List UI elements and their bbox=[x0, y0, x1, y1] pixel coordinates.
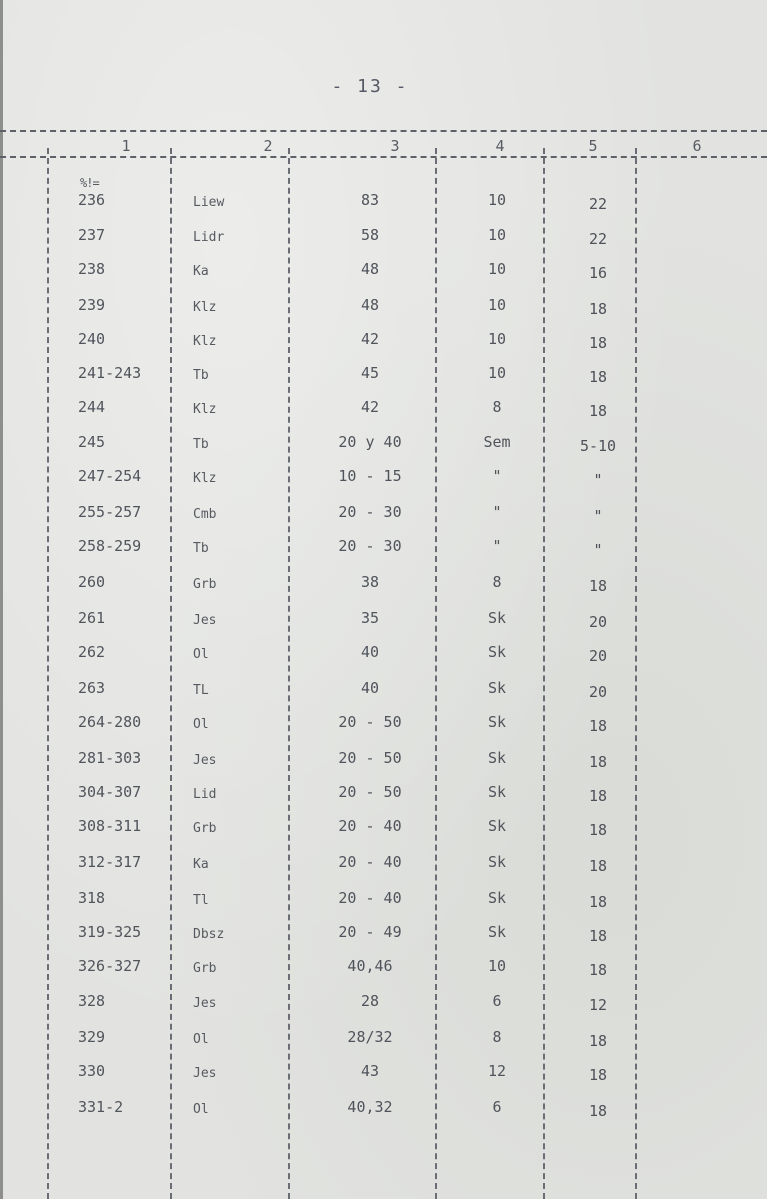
cell-type-code: Sk bbox=[487, 609, 507, 627]
cell-value-range: 43 bbox=[360, 1062, 380, 1080]
table-header-rule bbox=[0, 156, 767, 158]
cell-value-range: 28/32 bbox=[347, 1028, 393, 1046]
cell-category-code: Grb bbox=[193, 577, 217, 592]
cell-value-range: 20 - 40 bbox=[338, 817, 402, 835]
cell-amount: 18 bbox=[588, 753, 608, 771]
cell-entry-number: 241-243 bbox=[78, 364, 142, 382]
cell-value-range: 40 bbox=[360, 679, 380, 697]
cell-category-code: Grb bbox=[193, 961, 217, 976]
cell-category-code: Cmb bbox=[193, 507, 217, 522]
cell-type-code: Sk bbox=[487, 643, 507, 661]
cell-category-code: Klz bbox=[193, 402, 217, 417]
column-divider-1 bbox=[47, 148, 49, 1199]
cell-type-code: " bbox=[492, 537, 502, 555]
cell-amount: 5-10 bbox=[579, 437, 617, 455]
column-header-5: 5 bbox=[588, 137, 598, 155]
cell-value-range: 83 bbox=[360, 191, 380, 209]
cell-type-code: 12 bbox=[487, 1062, 507, 1080]
cell-amount: 20 bbox=[588, 613, 608, 631]
cell-entry-number: 247-254 bbox=[78, 467, 142, 485]
cell-category-code: Jes bbox=[193, 753, 217, 768]
cell-category-code: Tl bbox=[193, 893, 209, 908]
cell-entry-number: 260 bbox=[78, 573, 106, 591]
cell-entry-number: 318 bbox=[78, 889, 106, 907]
cell-category-code: Jes bbox=[193, 1066, 217, 1081]
cell-value-range: 20 - 50 bbox=[338, 713, 402, 731]
cell-category-code: Ka bbox=[193, 264, 209, 279]
cell-type-code: 8 bbox=[492, 398, 502, 416]
cell-type-code: 10 bbox=[487, 330, 507, 348]
cell-type-code: Sk bbox=[487, 817, 507, 835]
table-top-rule bbox=[0, 130, 767, 132]
page-edge-shadow bbox=[0, 0, 3, 1199]
cell-type-code: Sk bbox=[487, 853, 507, 871]
cell-entry-number: 331-2 bbox=[78, 1098, 124, 1116]
cell-amount: 18 bbox=[588, 857, 608, 875]
cell-entry-number: 245 bbox=[78, 433, 106, 451]
cell-amount: 18 bbox=[588, 334, 608, 352]
cell-entry-number: 281-303 bbox=[78, 749, 142, 767]
cell-category-code: Ol bbox=[193, 717, 209, 732]
cell-amount: 18 bbox=[588, 368, 608, 386]
cell-amount: 18 bbox=[588, 961, 608, 979]
cell-entry-number: 328 bbox=[78, 992, 106, 1010]
cell-entry-number: 236 bbox=[78, 191, 106, 209]
cell-value-range: 40 bbox=[360, 643, 380, 661]
cell-category-code: Ol bbox=[193, 1032, 209, 1047]
cell-type-code: 6 bbox=[492, 1098, 502, 1116]
column-header-3: 3 bbox=[390, 137, 400, 155]
cell-value-range: 20 - 50 bbox=[338, 783, 402, 801]
cell-category-code: Klz bbox=[193, 334, 217, 349]
column-divider-2 bbox=[170, 148, 172, 1199]
cell-type-code: Sk bbox=[487, 679, 507, 697]
cell-type-code: 10 bbox=[487, 296, 507, 314]
cell-entry-number: 312-317 bbox=[78, 853, 142, 871]
cell-value-range: 20 - 50 bbox=[338, 749, 402, 767]
cell-value-range: 20 - 30 bbox=[338, 537, 402, 555]
cell-value-range: 48 bbox=[360, 296, 380, 314]
cell-category-code: Ka bbox=[193, 857, 209, 872]
cell-type-code: 8 bbox=[492, 1028, 502, 1046]
cell-category-code: Tb bbox=[193, 437, 209, 452]
cell-category-code: Liew bbox=[193, 195, 225, 210]
cell-value-range: 40,46 bbox=[347, 957, 393, 975]
cell-amount: 18 bbox=[588, 893, 608, 911]
cell-amount: 12 bbox=[588, 996, 608, 1014]
cell-entry-number: 304-307 bbox=[78, 783, 142, 801]
cell-category-code: Lid bbox=[193, 787, 217, 802]
cell-entry-number: 263 bbox=[78, 679, 106, 697]
cell-value-range: 20 - 40 bbox=[338, 889, 402, 907]
cell-category-code: Grb bbox=[193, 821, 217, 836]
cell-amount: 18 bbox=[588, 1032, 608, 1050]
cell-entry-number: 237 bbox=[78, 226, 106, 244]
cell-value-range: 38 bbox=[360, 573, 380, 591]
cell-amount: 18 bbox=[588, 717, 608, 735]
column-divider-3 bbox=[288, 148, 290, 1199]
cell-entry-number: 258-259 bbox=[78, 537, 142, 555]
page-number bbox=[300, 76, 440, 97]
cell-entry-number: 239 bbox=[78, 296, 106, 314]
cell-category-code: Klz bbox=[193, 471, 217, 486]
cell-amount: 18 bbox=[588, 1066, 608, 1084]
cell-value-range: 58 bbox=[360, 226, 380, 244]
column-header-1: 1 bbox=[121, 137, 131, 155]
page-number-text: - 13 - bbox=[331, 76, 409, 97]
cell-amount: " bbox=[593, 507, 603, 525]
cell-type-code: Sem bbox=[483, 433, 511, 451]
cell-category-code: Ol bbox=[193, 1102, 209, 1117]
cell-amount: 20 bbox=[588, 647, 608, 665]
cell-entry-number: 329 bbox=[78, 1028, 106, 1046]
cell-value-range: 40,32 bbox=[347, 1098, 393, 1116]
cell-amount: " bbox=[593, 541, 603, 559]
cell-category-code: Klz bbox=[193, 300, 217, 315]
cell-type-code: 10 bbox=[487, 260, 507, 278]
cell-category-code: Ol bbox=[193, 647, 209, 662]
cell-value-range: 10 - 15 bbox=[338, 467, 402, 485]
cell-amount: 18 bbox=[588, 927, 608, 945]
cell-type-code: 10 bbox=[487, 364, 507, 382]
column-header-2: 2 bbox=[263, 137, 273, 155]
cell-entry-number: 319-325 bbox=[78, 923, 142, 941]
cell-category-code: Dbsz bbox=[193, 927, 225, 942]
cell-type-code: Sk bbox=[487, 749, 507, 767]
cell-type-code: 10 bbox=[487, 226, 507, 244]
cell-amount: 18 bbox=[588, 300, 608, 318]
cell-amount: 18 bbox=[588, 821, 608, 839]
cell-type-code: " bbox=[492, 467, 502, 485]
cell-amount: " bbox=[593, 471, 603, 489]
cell-type-code: 6 bbox=[492, 992, 502, 1010]
cell-value-range: 35 bbox=[360, 609, 380, 627]
cell-value-range: 20 y 40 bbox=[338, 433, 402, 451]
cell-entry-number: 261 bbox=[78, 609, 106, 627]
cell-category-code: TL bbox=[193, 683, 209, 698]
cell-amount: 22 bbox=[588, 195, 608, 213]
cell-type-code: 8 bbox=[492, 573, 502, 591]
first-row-note: %!= bbox=[80, 176, 99, 190]
column-divider-6 bbox=[635, 148, 637, 1199]
cell-entry-number: 244 bbox=[78, 398, 106, 416]
cell-entry-number: 326-327 bbox=[78, 957, 142, 975]
cell-entry-number: 308-311 bbox=[78, 817, 142, 835]
cell-type-code: 10 bbox=[487, 957, 507, 975]
cell-entry-number: 262 bbox=[78, 643, 106, 661]
cell-value-range: 28 bbox=[360, 992, 380, 1010]
cell-entry-number: 240 bbox=[78, 330, 106, 348]
column-divider-5 bbox=[543, 148, 545, 1199]
cell-type-code: " bbox=[492, 503, 502, 521]
cell-value-range: 20 - 30 bbox=[338, 503, 402, 521]
cell-amount: 18 bbox=[588, 787, 608, 805]
cell-value-range: 45 bbox=[360, 364, 380, 382]
cell-entry-number: 255-257 bbox=[78, 503, 142, 521]
cell-amount: 16 bbox=[588, 264, 608, 282]
cell-type-code: Sk bbox=[487, 889, 507, 907]
cell-type-code: 10 bbox=[487, 191, 507, 209]
cell-entry-number: 264-280 bbox=[78, 713, 142, 731]
cell-category-code: Lidr bbox=[193, 230, 225, 245]
cell-type-code: Sk bbox=[487, 923, 507, 941]
cell-category-code: Jes bbox=[193, 613, 217, 628]
cell-entry-number: 238 bbox=[78, 260, 106, 278]
cell-entry-number: 330 bbox=[78, 1062, 106, 1080]
cell-amount: 22 bbox=[588, 230, 608, 248]
cell-value-range: 20 - 40 bbox=[338, 853, 402, 871]
cell-amount: 18 bbox=[588, 577, 608, 595]
cell-type-code: Sk bbox=[487, 713, 507, 731]
cell-amount: 18 bbox=[588, 402, 608, 420]
column-header-4: 4 bbox=[495, 137, 505, 155]
cell-category-code: Jes bbox=[193, 996, 217, 1011]
column-header-6: 6 bbox=[692, 137, 702, 155]
cell-amount: 18 bbox=[588, 1102, 608, 1120]
cell-value-range: 42 bbox=[360, 398, 380, 416]
cell-type-code: Sk bbox=[487, 783, 507, 801]
cell-category-code: Tb bbox=[193, 541, 209, 556]
cell-value-range: 48 bbox=[360, 260, 380, 278]
cell-amount: 20 bbox=[588, 683, 608, 701]
cell-category-code: Tb bbox=[193, 368, 209, 383]
cell-value-range: 20 - 49 bbox=[338, 923, 402, 941]
cell-value-range: 42 bbox=[360, 330, 380, 348]
